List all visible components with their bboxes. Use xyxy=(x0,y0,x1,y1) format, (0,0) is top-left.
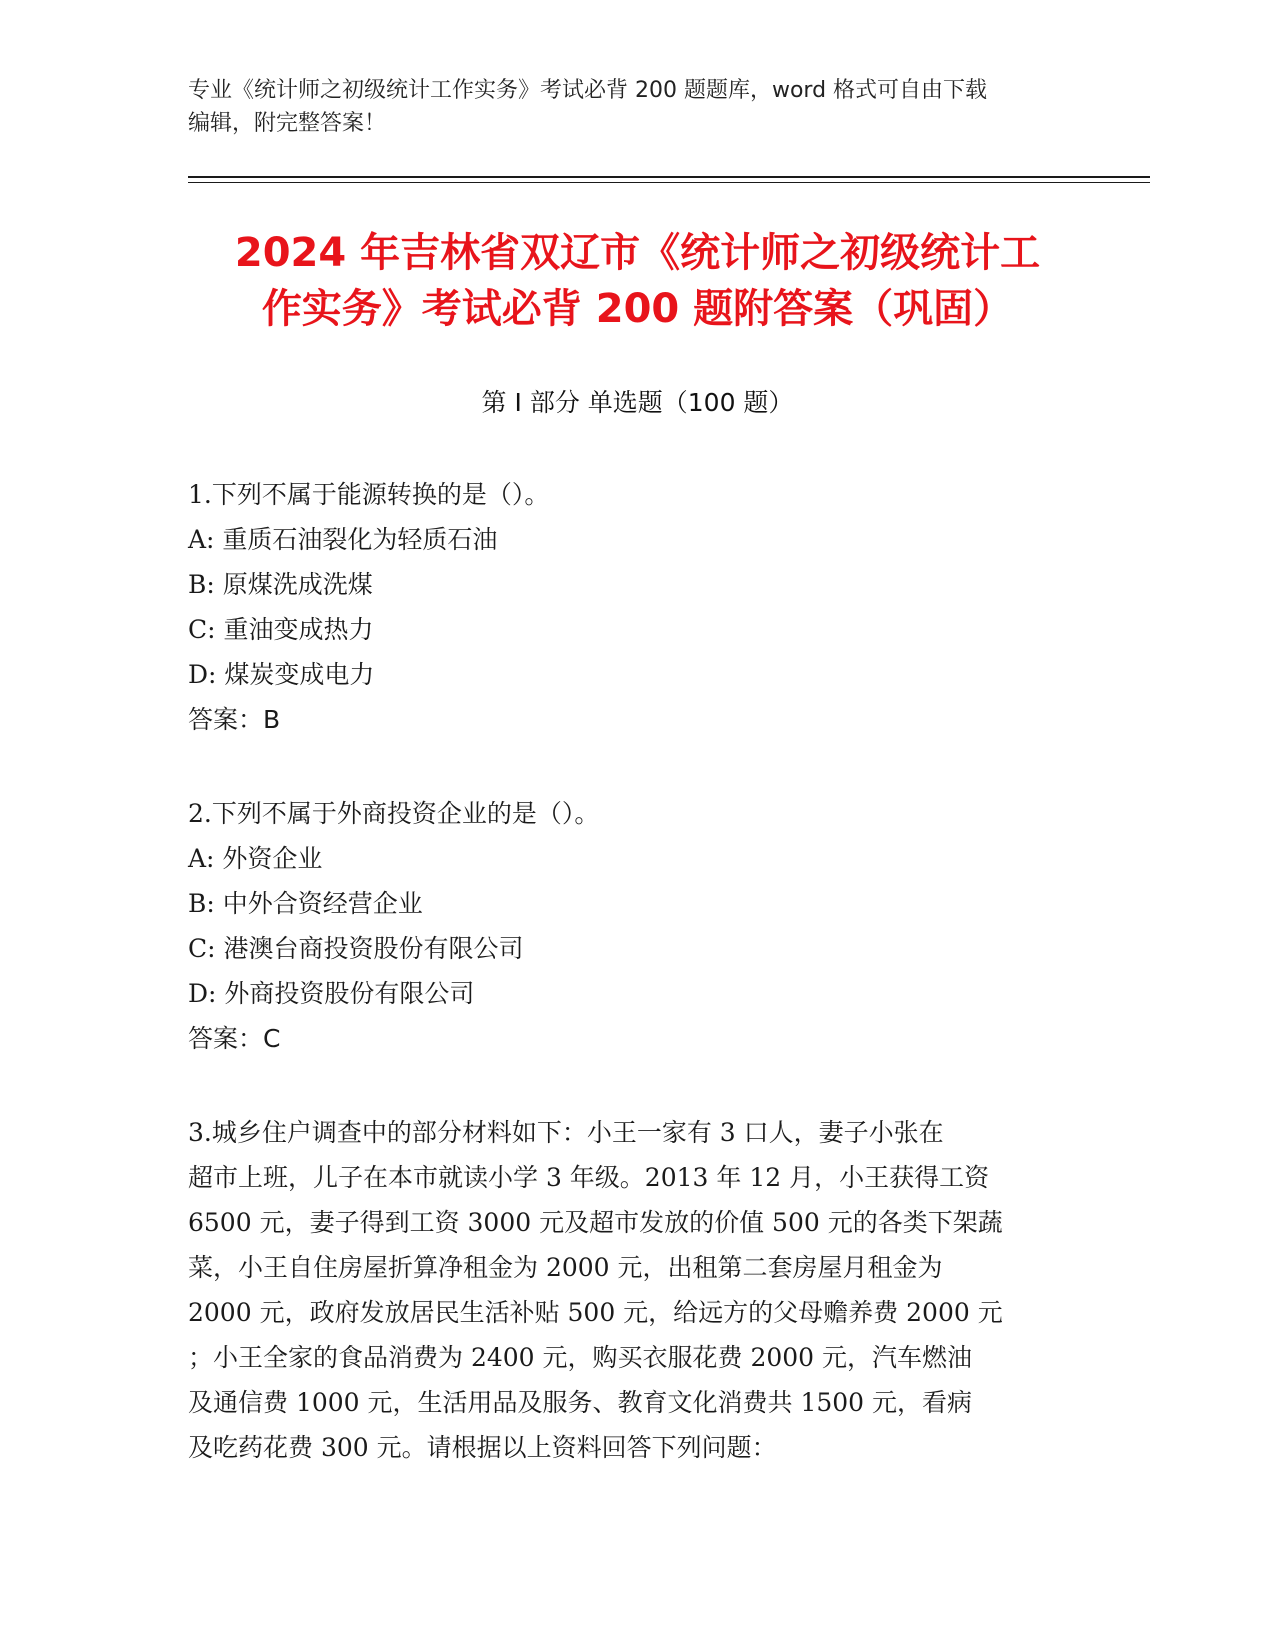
question-stem-line: 及通信费 1000 元，生活用品及服务、教育文化消费共 1500 元，看病 xyxy=(188,1388,973,1417)
option-c: C: 港澳台商投资股份有限公司 xyxy=(188,934,524,963)
question-stem: 2.下列不属于外商投资企业的是（）。 xyxy=(188,799,600,828)
question-stem-line: 2000 元，政府发放居民生活补贴 500 元，给远方的父母赡养费 2000 元 xyxy=(188,1298,1003,1327)
question-2 xyxy=(188,791,1088,1061)
question-stem: 1.下列不属于能源转换的是（）。 xyxy=(188,480,550,509)
header-note xyxy=(188,74,1088,140)
header-divider-thick xyxy=(188,176,1150,178)
option-b: B: 中外合资经营企业 xyxy=(188,889,423,918)
document-title-line-2: 作实务》考试必背 200 题附答案（巩固） xyxy=(261,286,1014,332)
answer-line: 答案：B xyxy=(188,705,281,734)
header-note-line-1: 专业《统计师之初级统计工作实务》考试必背 200 题题库，word 格式可自由下载 xyxy=(188,78,988,103)
question-stem-line: 菜，小王自住房屋折算净租金为 2000 元，出租第二套房屋月租金为 xyxy=(188,1253,943,1282)
option-b: B: 原煤洗成洗煤 xyxy=(188,570,373,599)
question-1 xyxy=(188,472,1088,742)
question-3 xyxy=(188,1110,1088,1470)
answer-line: 答案：C xyxy=(188,1024,281,1053)
question-stem-line: 3.城乡住户调查中的部分材料如下：小王一家有 3 口人，妻子小张在 xyxy=(188,1118,944,1147)
document-title xyxy=(150,225,1125,337)
option-d: D: 煤炭变成电力 xyxy=(188,660,375,689)
section-heading: 第 I 部分 单选题（100 题） xyxy=(481,388,794,417)
question-stem-line: 及吃药花费 300 元。请根据以上资料回答下列问题： xyxy=(188,1433,777,1462)
question-stem-line: 超市上班，儿子在本市就读小学 3 年级。2013 年 12 月，小王获得工资 xyxy=(188,1163,990,1192)
question-stem-line: ；小王全家的食品消费为 2400 元，购买衣服花费 2000 元，汽车燃油 xyxy=(188,1343,973,1372)
option-d: D: 外商投资股份有限公司 xyxy=(188,979,475,1008)
option-a: A: 重质石油裂化为轻质石油 xyxy=(188,525,498,554)
question-stem-line: 6500 元，妻子得到工资 3000 元及超市发放的价值 500 元的各类下架蔬 xyxy=(188,1208,1003,1237)
document-title-line-1: 2024 年吉林省双辽市《统计师之初级统计工 xyxy=(234,230,1041,276)
header-divider-thin xyxy=(188,182,1150,183)
header-note-line-2: 编辑，附完整答案！ xyxy=(188,111,387,136)
option-a: A: 外资企业 xyxy=(188,844,323,873)
option-c: C: 重油变成热力 xyxy=(188,615,374,644)
